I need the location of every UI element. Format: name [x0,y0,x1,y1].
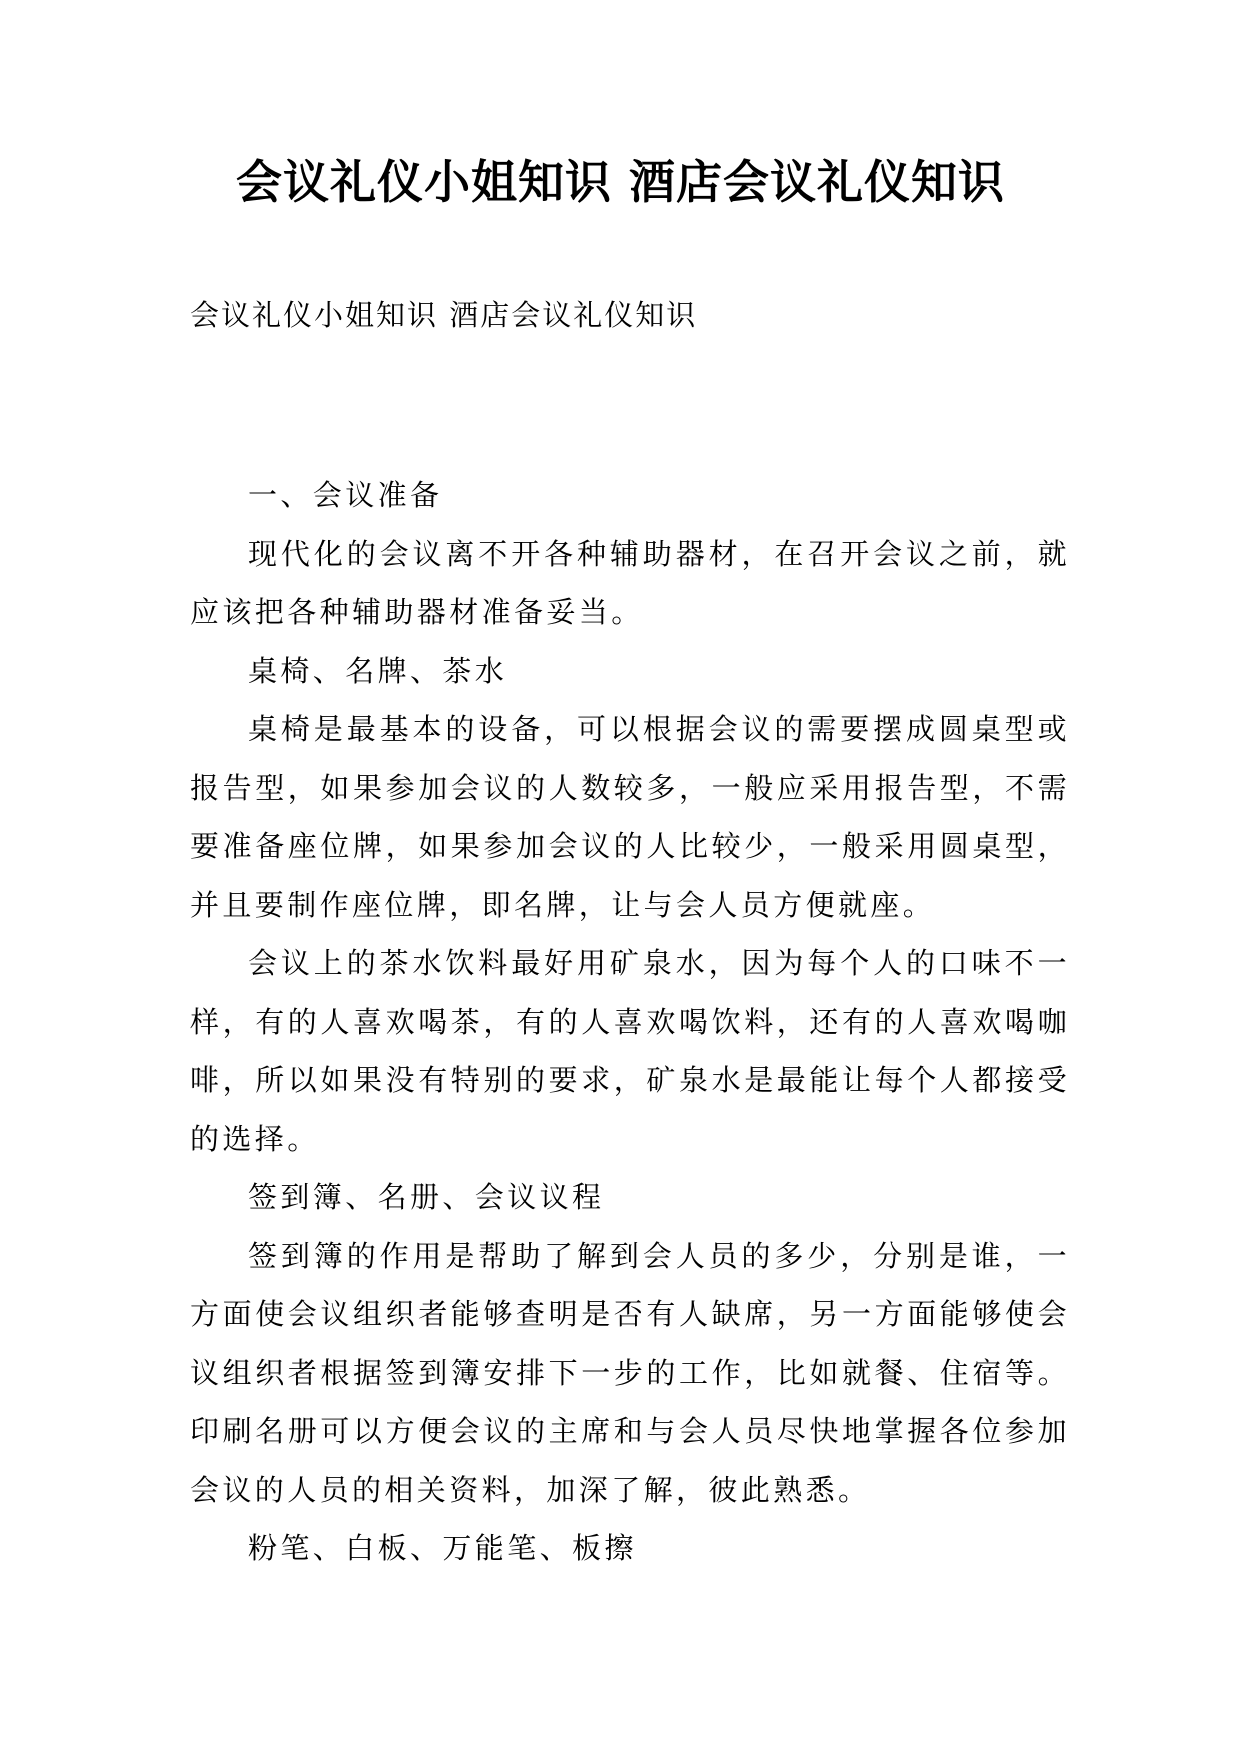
subheading-tables-nameplates-tea: 桌椅、名牌、茶水 [248,653,508,688]
document-title: 会议礼仪小姐知识 酒店会议礼仪知识 [235,155,1005,209]
subheading-chalk-whiteboard-marker-eraser: 粉笔、白板、万能笔、板擦 [248,1531,637,1565]
body-paragraph: 桌椅是最基本的设备，可以根据会议的需要摆成圆桌型或报告型，如果参加会议的人数较多，一般应采用报告型，不需要准备座位牌，如果参加会议的人比较少，一般采用圆桌型，并且要制作座位牌，即名牌，让与会人员方便就座。 [190,712,1070,922]
subheading-signin-roster-agenda: 签到簿、名册、会议议程 [248,1180,605,1214]
document-body [190,466,1070,1578]
body-paragraph: 现代化的会议离不开各种辅助器材，在召开会议之前，就应该把各种辅助器材准备妥当。 [190,536,1070,629]
document-subtitle: 会议礼仪小姐知识 酒店会议礼仪知识 [190,298,698,332]
body-paragraph: 签到簿的作用是帮助了解到会人员的多少，分别是谁，一方面使会议组织者能够查明是否有人缺席，另一方面能够使会议组织者根据签到簿安排下一步的工作，比如就餐、住宿等。印刷名册可以方便会议的主席和与会人员尽快地掌握各位参加会议的人员的相关资料，加深了解，彼此熟悉。 [190,1238,1070,1507]
body-paragraph: 会议上的茶水饮料最好用矿泉水，因为每个人的口味不一样，有的人喜欢喝茶，有的人喜欢喝饮料，还有的人喜欢喝咖啡，所以如果没有特别的要求，矿泉水是最能让每个人都接受的选择。 [190,946,1070,1156]
section-heading-meeting-preparation: 一、会议准备 [248,478,443,512]
